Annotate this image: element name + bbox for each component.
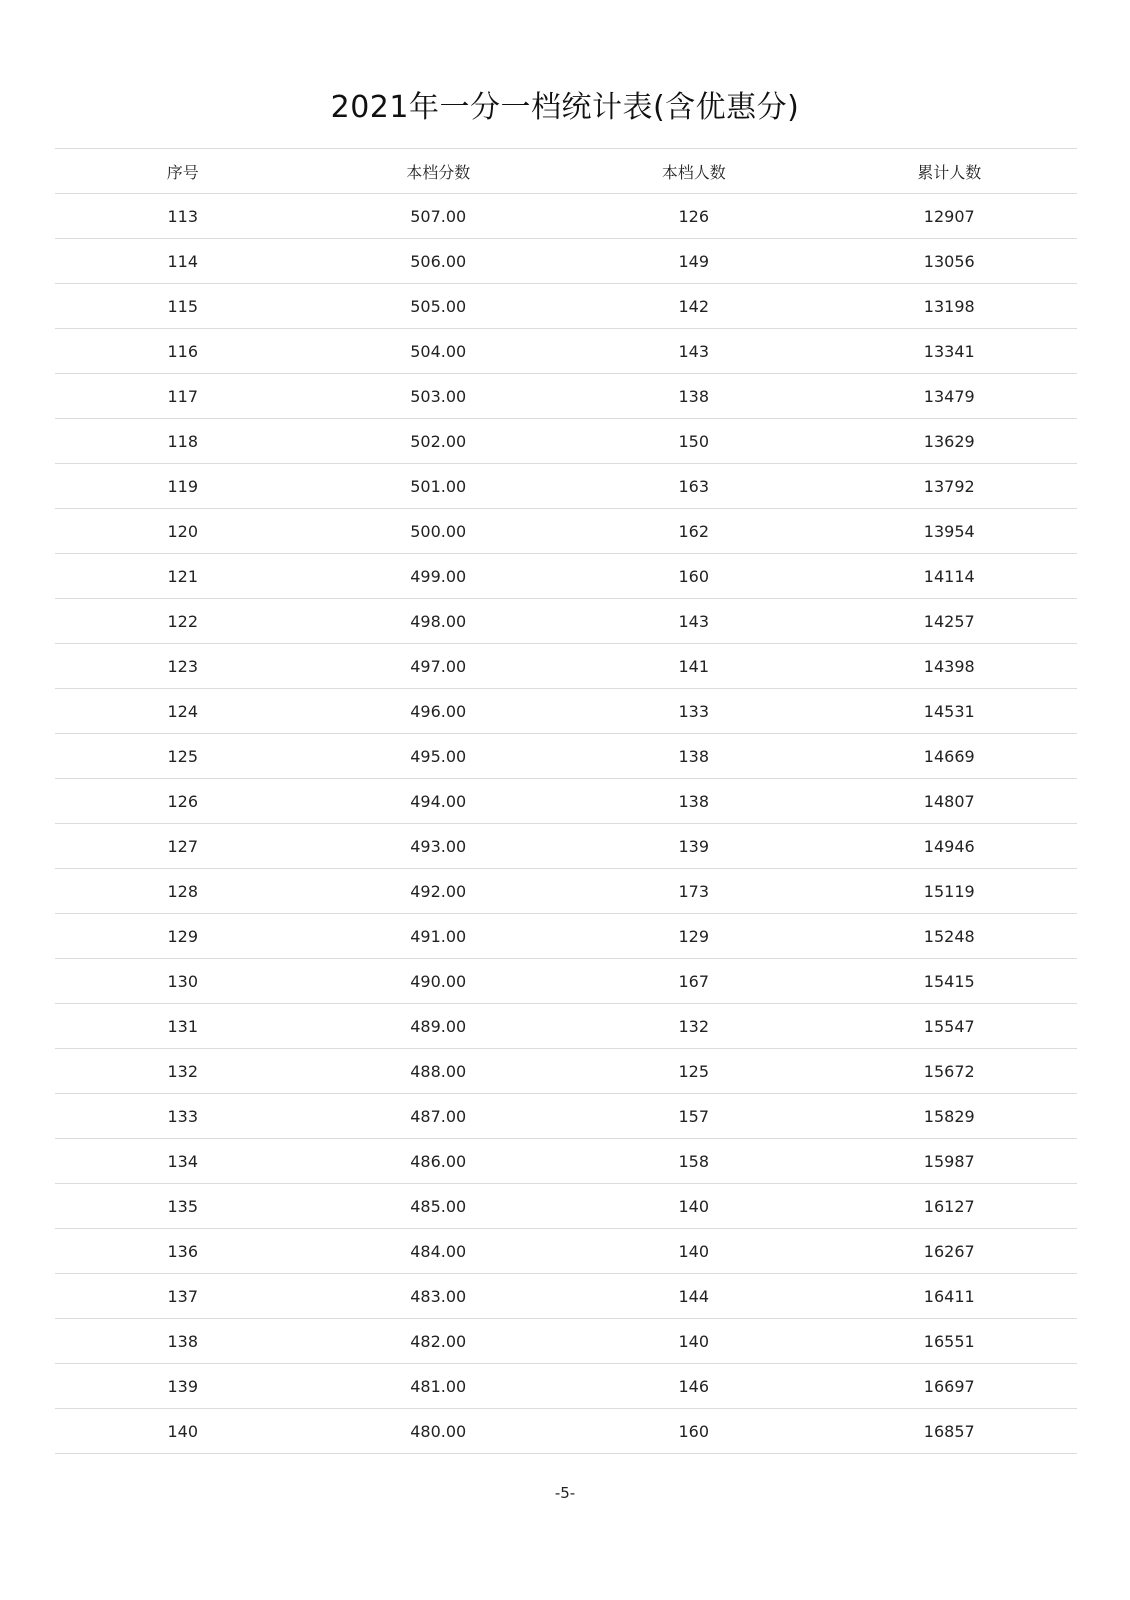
cell-cumulative: 14807 xyxy=(822,779,1078,824)
table-row xyxy=(55,1229,1077,1274)
cell-count: 140 xyxy=(566,1229,822,1274)
table-row xyxy=(55,1049,1077,1094)
cell-index: 138 xyxy=(55,1319,311,1364)
cell-score: 496.00 xyxy=(311,689,567,734)
cell-count: 149 xyxy=(566,239,822,284)
table-row xyxy=(55,599,1077,644)
table-row xyxy=(55,194,1077,239)
cell-count: 138 xyxy=(566,779,822,824)
cell-score: 507.00 xyxy=(311,194,567,239)
cell-score: 484.00 xyxy=(311,1229,567,1274)
cell-count: 160 xyxy=(566,1409,822,1454)
cell-index: 121 xyxy=(55,554,311,599)
cell-count: 163 xyxy=(566,464,822,509)
cell-index: 128 xyxy=(55,869,311,914)
cell-index: 113 xyxy=(55,194,311,239)
cell-index: 131 xyxy=(55,1004,311,1049)
cell-score: 486.00 xyxy=(311,1139,567,1184)
table-row xyxy=(55,464,1077,509)
cell-count: 126 xyxy=(566,194,822,239)
cell-cumulative: 13341 xyxy=(822,329,1078,374)
cell-index: 134 xyxy=(55,1139,311,1184)
table-row xyxy=(55,689,1077,734)
table-row xyxy=(55,1274,1077,1319)
cell-index: 135 xyxy=(55,1184,311,1229)
table-row xyxy=(55,374,1077,419)
cell-count: 144 xyxy=(566,1274,822,1319)
cell-index: 118 xyxy=(55,419,311,464)
cell-cumulative: 16857 xyxy=(822,1409,1078,1454)
cell-score: 489.00 xyxy=(311,1004,567,1049)
cell-count: 125 xyxy=(566,1049,822,1094)
cell-score: 491.00 xyxy=(311,914,567,959)
cell-score: 481.00 xyxy=(311,1364,567,1409)
cell-score: 490.00 xyxy=(311,959,567,1004)
cell-count: 143 xyxy=(566,599,822,644)
table-row xyxy=(55,1004,1077,1049)
cell-count: 138 xyxy=(566,734,822,779)
cell-index: 126 xyxy=(55,779,311,824)
cell-count: 138 xyxy=(566,374,822,419)
cell-cumulative: 13198 xyxy=(822,284,1078,329)
table-row xyxy=(55,1184,1077,1229)
cell-index: 127 xyxy=(55,824,311,869)
cell-score: 500.00 xyxy=(311,509,567,554)
cell-cumulative: 15248 xyxy=(822,914,1078,959)
cell-count: 160 xyxy=(566,554,822,599)
cell-cumulative: 16267 xyxy=(822,1229,1078,1274)
cell-count: 167 xyxy=(566,959,822,1004)
cell-score: 488.00 xyxy=(311,1049,567,1094)
table-row xyxy=(55,329,1077,374)
cell-cumulative: 13792 xyxy=(822,464,1078,509)
cell-cumulative: 12907 xyxy=(822,194,1078,239)
cell-count: 140 xyxy=(566,1184,822,1229)
cell-score: 482.00 xyxy=(311,1319,567,1364)
cell-cumulative: 13629 xyxy=(822,419,1078,464)
cell-count: 142 xyxy=(566,284,822,329)
cell-cumulative: 16551 xyxy=(822,1319,1078,1364)
table-row xyxy=(55,779,1077,824)
cell-cumulative: 13056 xyxy=(822,239,1078,284)
table-row xyxy=(55,959,1077,1004)
cell-cumulative: 14946 xyxy=(822,824,1078,869)
cell-index: 132 xyxy=(55,1049,311,1094)
cell-index: 122 xyxy=(55,599,311,644)
cell-count: 132 xyxy=(566,1004,822,1049)
table-row xyxy=(55,554,1077,599)
cell-index: 136 xyxy=(55,1229,311,1274)
cell-score: 503.00 xyxy=(311,374,567,419)
cell-index: 129 xyxy=(55,914,311,959)
table-row xyxy=(55,824,1077,869)
cell-cumulative: 14531 xyxy=(822,689,1078,734)
table-row xyxy=(55,644,1077,689)
cell-count: 157 xyxy=(566,1094,822,1139)
cell-count: 150 xyxy=(566,419,822,464)
cell-score: 498.00 xyxy=(311,599,567,644)
cell-score: 483.00 xyxy=(311,1274,567,1319)
cell-score: 502.00 xyxy=(311,419,567,464)
cell-cumulative: 15829 xyxy=(822,1094,1078,1139)
cell-count: 158 xyxy=(566,1139,822,1184)
table-row xyxy=(55,914,1077,959)
cell-cumulative: 15119 xyxy=(822,869,1078,914)
cell-score: 487.00 xyxy=(311,1094,567,1139)
cell-index: 137 xyxy=(55,1274,311,1319)
table-row xyxy=(55,1364,1077,1409)
cell-score: 499.00 xyxy=(311,554,567,599)
table-row xyxy=(55,284,1077,329)
cell-count: 146 xyxy=(566,1364,822,1409)
cell-cumulative: 14669 xyxy=(822,734,1078,779)
cell-index: 133 xyxy=(55,1094,311,1139)
cell-index: 119 xyxy=(55,464,311,509)
header-cumulative: 累计人数 xyxy=(822,149,1078,194)
cell-cumulative: 15672 xyxy=(822,1049,1078,1094)
cell-score: 480.00 xyxy=(311,1409,567,1454)
score-distribution-table xyxy=(55,148,1077,1454)
cell-score: 506.00 xyxy=(311,239,567,284)
cell-count: 141 xyxy=(566,644,822,689)
cell-index: 140 xyxy=(55,1409,311,1454)
cell-index: 123 xyxy=(55,644,311,689)
cell-count: 129 xyxy=(566,914,822,959)
cell-index: 125 xyxy=(55,734,311,779)
page-number: -5- xyxy=(554,1484,576,1502)
cell-cumulative: 13954 xyxy=(822,509,1078,554)
header-index: 序号 xyxy=(55,149,311,194)
cell-score: 497.00 xyxy=(311,644,567,689)
cell-cumulative: 15547 xyxy=(822,1004,1078,1049)
cell-index: 124 xyxy=(55,689,311,734)
cell-score: 493.00 xyxy=(311,824,567,869)
table-row xyxy=(55,869,1077,914)
header-score: 本档分数 xyxy=(311,149,567,194)
table-row xyxy=(55,509,1077,554)
cell-count: 139 xyxy=(566,824,822,869)
cell-count: 133 xyxy=(566,689,822,734)
cell-count: 162 xyxy=(566,509,822,554)
cell-cumulative: 16411 xyxy=(822,1274,1078,1319)
cell-count: 140 xyxy=(566,1319,822,1364)
table-body xyxy=(55,194,1077,1454)
cell-cumulative: 15987 xyxy=(822,1139,1078,1184)
cell-cumulative: 14398 xyxy=(822,644,1078,689)
table-header-row xyxy=(55,149,1077,194)
cell-count: 143 xyxy=(566,329,822,374)
cell-index: 139 xyxy=(55,1364,311,1409)
cell-index: 120 xyxy=(55,509,311,554)
cell-score: 492.00 xyxy=(311,869,567,914)
table-row xyxy=(55,1409,1077,1454)
table-row xyxy=(55,1094,1077,1139)
cell-score: 485.00 xyxy=(311,1184,567,1229)
table-row xyxy=(55,239,1077,284)
table-row xyxy=(55,734,1077,779)
cell-cumulative: 14257 xyxy=(822,599,1078,644)
cell-cumulative: 16697 xyxy=(822,1364,1078,1409)
cell-index: 114 xyxy=(55,239,311,284)
cell-cumulative: 15415 xyxy=(822,959,1078,1004)
cell-cumulative: 16127 xyxy=(822,1184,1078,1229)
table-row xyxy=(55,1319,1077,1364)
header-count: 本档人数 xyxy=(566,149,822,194)
cell-index: 116 xyxy=(55,329,311,374)
cell-score: 495.00 xyxy=(311,734,567,779)
cell-score: 504.00 xyxy=(311,329,567,374)
cell-score: 501.00 xyxy=(311,464,567,509)
cell-cumulative: 14114 xyxy=(822,554,1078,599)
table-row xyxy=(55,1139,1077,1184)
cell-index: 115 xyxy=(55,284,311,329)
cell-score: 505.00 xyxy=(311,284,567,329)
cell-index: 130 xyxy=(55,959,311,1004)
page-title: 2021年一分一档统计表(含优惠分) xyxy=(330,90,800,125)
cell-cumulative: 13479 xyxy=(822,374,1078,419)
cell-index: 117 xyxy=(55,374,311,419)
cell-score: 494.00 xyxy=(311,779,567,824)
cell-count: 173 xyxy=(566,869,822,914)
table-row xyxy=(55,419,1077,464)
